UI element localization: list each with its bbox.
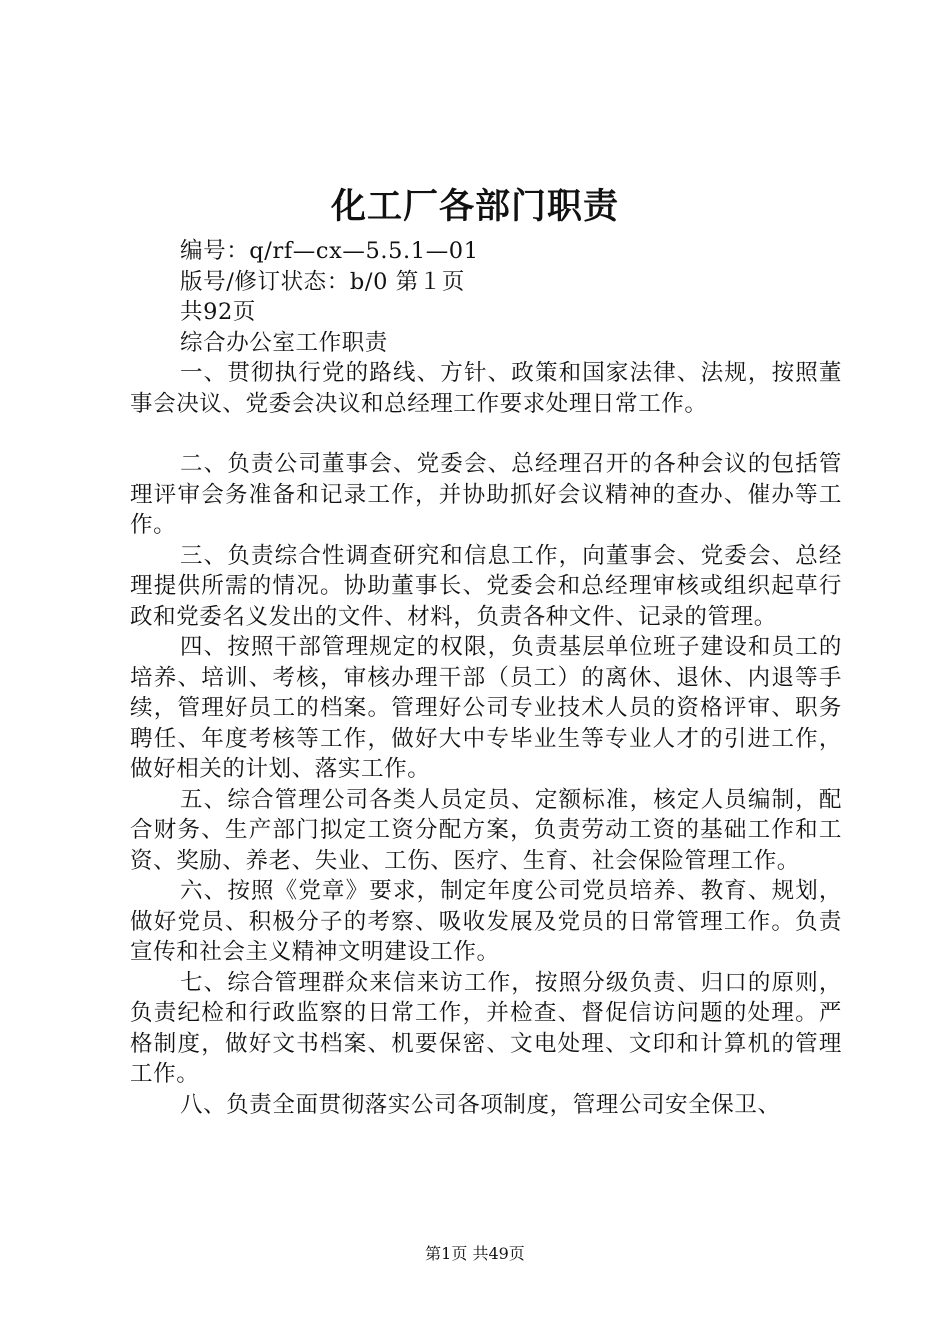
paragraph: 六、按照《党章》要求，制定年度公司党员培养、教育、规划，做好党员、积极分子的考察、吸收发展及党员的日常管理工作。负责宣传和社会主义精神文明建设工作。 (130, 878, 842, 965)
paragraph: 三、负责综合性调查研究和信息工作，向董事会、党委会、总经理提供所需的情况。协助董事长、党委会和总经理审核或组织起草行政和党委名义发出的文件、材料，负责各种文件、记录的管理。 (130, 542, 842, 630)
paragraph: 五、综合管理公司各类人员定员、定额标准，核定人员编制，配合财务、生产部门拟定工资分配方案，负责劳动工资的基础工作和工资、奖励、养老、失业、工伤、医疗、生育、社会保险管理工作。 (130, 786, 842, 874)
paragraph: 二、负责公司董事会、党委会、总经理召开的各种会议的包括管理评审会务准备和记录工作，并协助抓好会议精神的查办、催办等工作。 (130, 451, 842, 538)
paragraph: 一、贯彻执行党的路线、方针、政策和国家法律、法规，按照董事会决议、党委会决议和总经理工作要求处理日常工作。 (130, 360, 842, 417)
paragraph: 八、负责全面贯彻落实公司各项制度，管理公司安全保卫、 (180, 1091, 781, 1118)
page-footer: 第1页 共49页 (425, 1244, 525, 1263)
document-total-pages: 共92页 (180, 299, 257, 325)
paragraph: 四、按照干部管理规定的权限，负责基层单位班子建设和员工的培养、培训、考核，审核办理干部（员工）的离休、退休、内退等手续，管理好员工的档案。管理好公司专业技术人员的资格评审、职务聘任、年度考核等工作，做好大中专毕业生等专业人才的引进工作，做好相关的计划、落实工作。 (130, 634, 842, 782)
section-heading: 综合办公室工作职责 (180, 329, 388, 356)
document-version: 版号/修订状态：b/0 第１页 (180, 268, 466, 295)
document-body (130, 236, 842, 1120)
paragraph: 七、综合管理群众来信来访工作，按照分级负责、归口的原则，负责纪检和行政监察的日常工作，并检查、督促信访问题的处理。严格制度，做好文书档案、机要保密、文电处理、文印和计算机的管理工作。 (130, 969, 842, 1087)
document-code: 编号：q/rf—cx—5.5.1—01 (180, 238, 479, 264)
paragraph-spacer (130, 419, 842, 449)
document-title: 化工厂各部门职责 (330, 186, 619, 227)
